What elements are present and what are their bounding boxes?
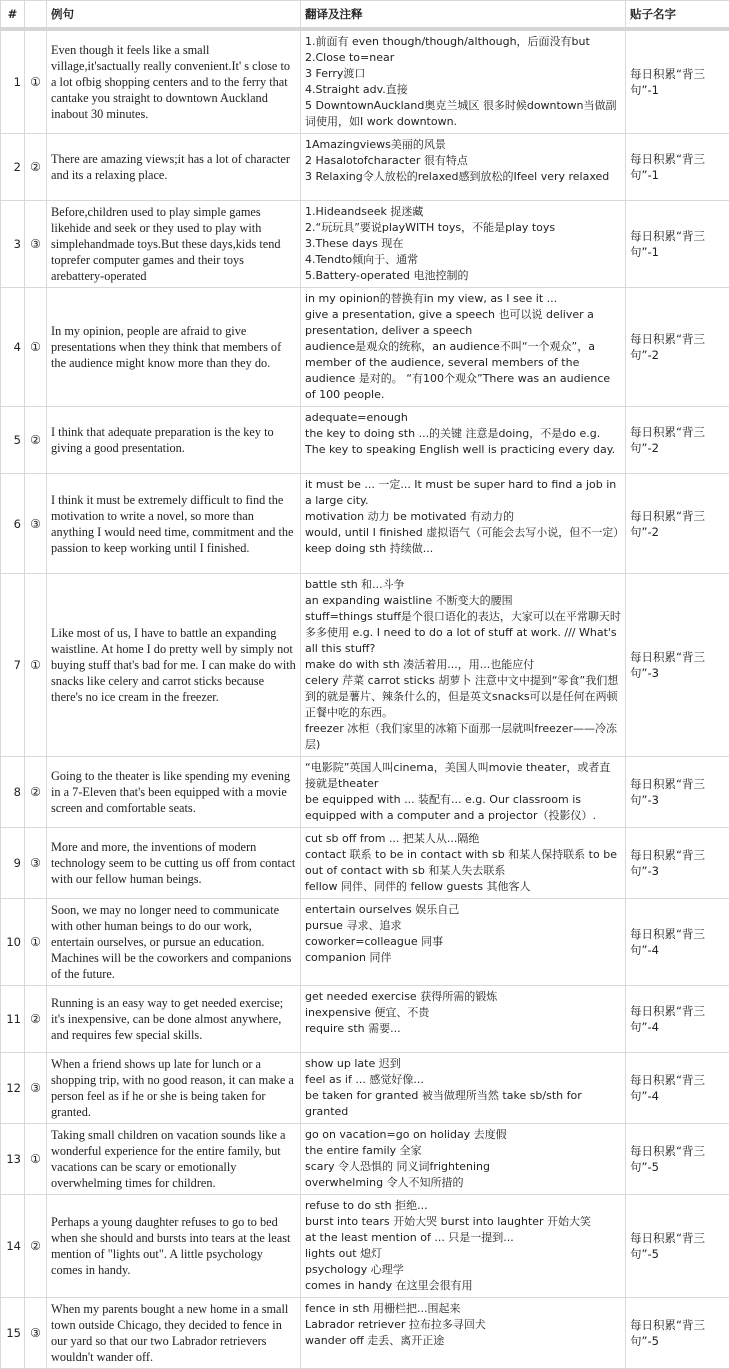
example-cell[interactable]: Soon, we may no longer need to communicate with other human beings to do our work, entertain ourselves, or pursue an education. Machines will be the coworkers and companions of the future. — [47, 899, 301, 986]
post-name-cell[interactable]: 每日积累“背三句”-5 — [626, 1195, 729, 1298]
table-row — [1, 1298, 729, 1369]
example-cell[interactable]: When a friend shows up late for lunch or a shopping trip, with no good reason, it can make a person feel as if he or she is being taken for granted. — [47, 1053, 301, 1124]
note-line: would, until I finished 虚拟语气（可能会去写小说，但不一定） — [305, 525, 621, 541]
note-line: “电影院”英国人叫cinema，美国人叫movie theater，或者直接就是theater — [305, 760, 621, 792]
translation-cell[interactable] — [301, 1053, 626, 1124]
post-name-cell[interactable]: 每日积累“背三句”-3 — [626, 757, 729, 828]
table-row — [1, 757, 729, 828]
post-name-cell[interactable]: 每日积累“背三句”-5 — [626, 1124, 729, 1195]
row-marker: ② — [25, 1195, 47, 1298]
note-line: 2.“玩玩具”要说playWITH toys，不能是play toys — [305, 220, 621, 236]
row-marker: ② — [25, 407, 47, 474]
note-line: overwhelming 令人不知所措的 — [305, 1175, 621, 1191]
translation-cell[interactable] — [301, 29, 626, 134]
post-name-cell[interactable]: 每日积累“背三句”-3 — [626, 828, 729, 899]
row-number: 15 — [1, 1298, 25, 1369]
translation-cell[interactable] — [301, 407, 626, 474]
example-cell[interactable]: There are amazing views;it has a lot of character and its a relaxing place. — [47, 134, 301, 201]
table-row — [1, 474, 729, 574]
row-number: 13 — [1, 1124, 25, 1195]
row-marker: ③ — [25, 828, 47, 899]
post-name-cell[interactable]: 每日积累“背三句”-1 — [626, 29, 729, 134]
example-cell[interactable]: Taking small children on vacation sounds like a wonderful experience for the entire family, but vacations can be scary or emotionally overwhelming times for children. — [47, 1124, 301, 1195]
table-row — [1, 29, 729, 134]
note-line: 3 Ferry渡口 — [305, 66, 621, 82]
note-line: 5.Battery-operated 电池控制的 — [305, 268, 621, 284]
row-number: 9 — [1, 828, 25, 899]
note-line: 1.Hideandseek 捉迷藏 — [305, 204, 621, 220]
note-line: fence in sth 用栅栏把...围起来 — [305, 1301, 621, 1317]
note-line: wander off 走丢、离开正途 — [305, 1333, 621, 1349]
note-line: keep doing sth 持续做... — [305, 541, 621, 557]
row-number: 12 — [1, 1053, 25, 1124]
note-line: show up late 迟到 — [305, 1056, 621, 1072]
translation-cell[interactable] — [301, 134, 626, 201]
note-line: adequate=enough — [305, 410, 621, 426]
table-row — [1, 899, 729, 986]
note-line: 1.前面有 even though/though/although，后面没有but — [305, 34, 621, 50]
post-name-cell[interactable]: 每日积累“背三句”-2 — [626, 407, 729, 474]
row-marker: ③ — [25, 474, 47, 574]
translation-cell[interactable] — [301, 899, 626, 986]
header-example[interactable]: 例句 — [47, 1, 301, 30]
note-line: 4.Tendto倾向于、通常 — [305, 252, 621, 268]
row-number: 11 — [1, 986, 25, 1053]
translation-cell[interactable] — [301, 986, 626, 1053]
table-row — [1, 407, 729, 474]
note-line: inexpensive 便宜、不贵 — [305, 1005, 621, 1021]
post-name-cell[interactable]: 每日积累“背三句”-3 — [626, 574, 729, 757]
row-marker: ① — [25, 288, 47, 407]
note-line: require sth 需要... — [305, 1021, 621, 1037]
post-name-cell[interactable]: 每日积累“背三句”-4 — [626, 986, 729, 1053]
row-marker: ② — [25, 134, 47, 201]
example-cell[interactable]: Even though it feels like a small village,it'sactually really convenient.It' s close to a lot ofbig shopping centers and to the ferry that cantake you straight to downtown Auckland inabout 30 minutes. — [47, 29, 301, 134]
row-marker: ③ — [25, 201, 47, 288]
post-name-cell[interactable]: 每日积累“背三句”-1 — [626, 134, 729, 201]
row-marker: ③ — [25, 1053, 47, 1124]
post-name-cell[interactable]: 每日积累“背三句”-2 — [626, 474, 729, 574]
note-line: give a presentation, give a speech 也可以说 deliver a presentation, deliver a speech — [305, 307, 621, 339]
note-line: companion 同伴 — [305, 950, 621, 966]
note-line: celery 芹菜 carrot sticks 胡萝卜 注意中文中提到“零食”我们想到的就是薯片、辣条什么的，但是英文snacks可以是任何在两顿正餐中吃的东西。 — [305, 673, 621, 721]
translation-cell[interactable] — [301, 574, 626, 757]
row-number: 4 — [1, 288, 25, 407]
note-line: it must be ... 一定... It must be super hard to find a job in a large city. — [305, 477, 621, 509]
table-row — [1, 1124, 729, 1195]
header-row — [1, 1, 729, 30]
note-line: freezer 冰柜（我们家里的冰箱下面那一层就叫freezer——冷冻层) — [305, 721, 621, 753]
row-number: 8 — [1, 757, 25, 828]
row-number: 3 — [1, 201, 25, 288]
note-line: stuff=things stuff是个很口语化的表达，大家可以在平常聊天时多多使用 e.g. I need to do a lot of stuff at work. /// What's all this stuff? — [305, 609, 621, 657]
header-translation[interactable]: 翻译及注释 — [301, 1, 626, 30]
note-line: 5 DowntownAuckland奥克兰城区 很多时候downtown当做副词使用，如I work downtown. — [305, 98, 621, 130]
note-line: the entire family 全家 — [305, 1143, 621, 1159]
note-line: cut sb off from ... 把某人从...隔绝 — [305, 831, 621, 847]
post-name-cell[interactable]: 每日积累“背三句”-5 — [626, 1298, 729, 1369]
post-name-cell[interactable]: 每日积累“背三句”-4 — [626, 1053, 729, 1124]
note-line: an expanding waistline 不断变大的腰围 — [305, 593, 621, 609]
row-number: 6 — [1, 474, 25, 574]
example-cell[interactable]: In my opinion, people are afraid to give presentations when they think that members of the audience might know more than they do. — [47, 288, 301, 407]
row-marker: ① — [25, 29, 47, 134]
example-cell[interactable]: Running is an easy way to get needed exercise; it's inexpensive, can be done almost anywhere, and requires few special skills. — [47, 986, 301, 1053]
row-marker: ② — [25, 757, 47, 828]
example-cell[interactable]: I think it must be extremely difficult to find the motivation to write a novel, so more than anything I would need time, commitment and the passion to keep working until I finished. — [47, 474, 301, 574]
note-line: feel as if ... 感觉好像... — [305, 1072, 621, 1088]
translation-cell[interactable] — [301, 1195, 626, 1298]
note-line: audience是观众的统称，an audience不叫“一个观众”，a member of the audience, several members of the audience 是对的。 “有100个观众”There was an audience of 100 people. — [305, 339, 621, 403]
row-number: 1 — [1, 29, 25, 134]
note-line: lights out 熄灯 — [305, 1246, 621, 1262]
table-row — [1, 828, 729, 899]
row-marker: ③ — [25, 1298, 47, 1369]
header-mark — [25, 1, 47, 30]
example-cell[interactable]: Before,children used to play simple games likehide and seek or they used to play with simplehandmade toys.But these days,kids tend toprefer computer games and their toys arebattery-operated — [47, 201, 301, 288]
note-line: the key to doing sth ...的关键 注意是doing，不是do e.g. The key to speaking English well is practicing every day. — [305, 426, 621, 458]
post-name-cell[interactable]: 每日积累“背三句”-1 — [626, 201, 729, 288]
translation-cell[interactable] — [301, 1124, 626, 1195]
example-cell[interactable]: More and more, the inventions of modern technology seem to be cutting us off from contact with our fellow human beings. — [47, 828, 301, 899]
note-line: 2.Close to=near — [305, 50, 621, 66]
note-line: be taken for granted 被当做理所当然 take sb/sth for granted — [305, 1088, 621, 1120]
note-line: 2 Hasalotofcharacter 很有特点 — [305, 153, 621, 169]
note-line: coworker=colleague 同事 — [305, 934, 621, 950]
note-line: go on vacation=go on holiday 去度假 — [305, 1127, 621, 1143]
table-row — [1, 574, 729, 757]
note-line: comes in handy 在这里会很有用 — [305, 1278, 621, 1294]
note-line: burst into tears 开始大哭 burst into laughter 开始大笑 — [305, 1214, 621, 1230]
table-row — [1, 288, 729, 407]
example-cell[interactable]: Like most of us, I have to battle an expanding waistline. At home I do pretty well by simply not buying stuff that's bad for me. I can make do with snacks like celery and carrot sticks because there's no ice cream in the freezer. — [47, 574, 301, 757]
note-line: make do with sth 凑活着用...，用...也能应付 — [305, 657, 621, 673]
row-number: 10 — [1, 899, 25, 986]
post-name-cell[interactable]: 每日积累“背三句”-4 — [626, 899, 729, 986]
note-line: 3 Relaxing令人放松的relaxed感到放松的Ifeel very relaxed — [305, 169, 621, 185]
translation-cell[interactable] — [301, 757, 626, 828]
row-marker: ① — [25, 899, 47, 986]
header-num[interactable]: # — [1, 1, 25, 30]
row-marker: ① — [25, 1124, 47, 1195]
note-line: refuse to do sth 拒绝... — [305, 1198, 621, 1214]
table-row — [1, 134, 729, 201]
row-number: 2 — [1, 134, 25, 201]
table-row — [1, 201, 729, 288]
note-line: 4.Straight adv.直接 — [305, 82, 621, 98]
row-number: 14 — [1, 1195, 25, 1298]
note-line: psychology 心理学 — [305, 1262, 621, 1278]
table-row — [1, 1195, 729, 1298]
example-cell[interactable]: Going to the theater is like spending my evening in a 7-Eleven that's been equipped with a movie screen and comfortable seats. — [47, 757, 301, 828]
post-name-cell[interactable]: 每日积累“背三句”-2 — [626, 288, 729, 407]
note-line: Labrador retriever 拉布拉多寻回犬 — [305, 1317, 621, 1333]
translation-cell[interactable] — [301, 288, 626, 407]
example-cell[interactable]: When my parents bought a new home in a small town outside Chicago, they decided to fence in our yard so that our two Labrador retrievers wouldn't wander off. — [47, 1298, 301, 1369]
row-number: 5 — [1, 407, 25, 474]
note-line: scary 令人恐惧的 同义词frightening — [305, 1159, 621, 1175]
row-number: 7 — [1, 574, 25, 757]
note-line: 3.These days 现在 — [305, 236, 621, 252]
note-line: in my opinion的替换有in my view, as I see it ... — [305, 291, 621, 307]
example-cell[interactable]: Perhaps a young daughter refuses to go to bed when she should and bursts into tears at the least mention of "lights out". A little psychology comes in handy. — [47, 1195, 301, 1298]
note-line: be equipped with ... 装配有... e.g. Our classroom is equipped with a computer and a projector（投影仪）. — [305, 792, 621, 824]
translation-cell[interactable] — [301, 1298, 626, 1369]
note-line: battle sth 和...斗争 — [305, 577, 621, 593]
row-marker: ① — [25, 574, 47, 757]
table-row — [1, 1053, 729, 1124]
translation-cell[interactable] — [301, 828, 626, 899]
translation-cell[interactable] — [301, 201, 626, 288]
example-cell[interactable]: I think that adequate preparation is the key to giving a good presentation. — [47, 407, 301, 474]
note-line: motivation 动力 be motivated 有动力的 — [305, 509, 621, 525]
note-line: pursue 寻求、追求 — [305, 918, 621, 934]
note-line: entertain ourselves 娱乐自己 — [305, 902, 621, 918]
note-line: 1Amazingviews美丽的风景 — [305, 137, 621, 153]
table-row — [1, 986, 729, 1053]
note-line: get needed exercise 获得所需的锻炼 — [305, 989, 621, 1005]
translation-cell[interactable] — [301, 474, 626, 574]
header-post[interactable]: 贴子名字 — [626, 1, 729, 30]
note-line: fellow 同伴、同伴的 fellow guests 其他客人 — [305, 879, 621, 895]
row-marker: ② — [25, 986, 47, 1053]
note-line: contact 联系 to be in contact with sb 和某人保持联系 to be out of contact with sb 和某人失去联系 — [305, 847, 621, 879]
note-line: at the least mention of ... 只是一提到... — [305, 1230, 621, 1246]
